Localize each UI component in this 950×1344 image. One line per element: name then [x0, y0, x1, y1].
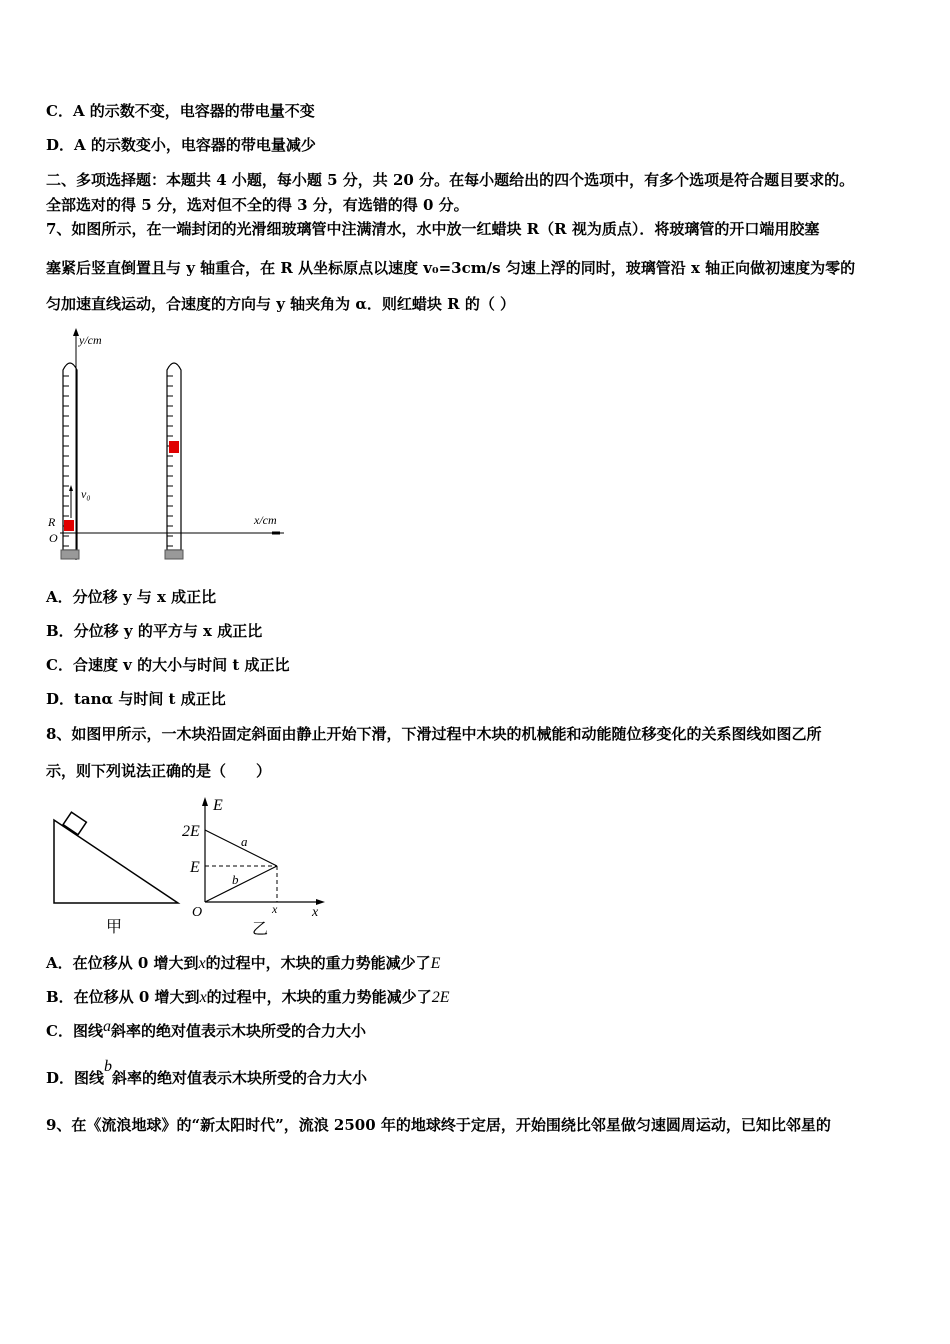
q8-option-b: B．在位移从 0 增大到x的过程中，木块的重力势能减少了2E [46, 988, 450, 1006]
section-heading: 二、多项选择题：本题共 4 小题，每小题 5 分，共 20 分。在每小题给出的四个选项中，有多个选项是符合题目要求的。 [46, 171, 855, 189]
q7-velocity-label: v₀ [81, 487, 91, 501]
q7-tube-right [165, 363, 183, 559]
q7-x-axis-label: x/cm [254, 513, 277, 527]
q8-tick-2e: 2E [182, 823, 200, 840]
q8-option-c: C．图线a斜率的绝对值表示木块所受的合力大小 [46, 1018, 366, 1040]
prev-option-d: D．A 的示数变小，电容器的带电量减少 [46, 136, 316, 154]
q7-stem-line1: 7、如图所示，在一端封闭的光滑细玻璃管中注满清水，水中放一红蜡块 R（R 视为质点）．将玻璃管的开口端用胶塞 [46, 220, 820, 238]
q7-y-axis-label: y/cm [79, 333, 102, 347]
q7-figure [44, 328, 304, 568]
q7-tube-left [47, 363, 91, 559]
q8-incline-figure [46, 808, 186, 938]
section-heading-cont: 全部选对的得 5 分，选对但不全的得 3 分，有选错的得 0 分。 [46, 196, 469, 214]
q7-r-label: R [48, 515, 56, 529]
q7-red-block-moved [169, 441, 179, 453]
q7-stem-line3: 匀加速直线运动，合速度的方向与 y 轴夹角为 α．则红蜡块 R 的（ ） [46, 295, 516, 313]
q8-energy-graph [180, 792, 330, 942]
q7-origin-label: O [49, 531, 58, 545]
q8-origin: O [192, 905, 203, 920]
q8-tick-e: E [190, 859, 200, 876]
q8-label-a: a [241, 834, 248, 849]
q9-stem-line1: 9、在《流浪地球》的“新太阳时代”，流浪 2500 年的地球终于定居，开始围绕比邻星做匀速圆周运动，已知比邻星的 [46, 1116, 831, 1134]
q8-stem-line2: 示，则下列说法正确的是（ ） [46, 762, 272, 780]
q8-label-b: b [232, 872, 239, 887]
q7-stem-line2: 塞紧后竖直倒置且与 y 轴重合，在 R 从坐标原点以速度 v₀=3cm/s 匀速上浮的同时，玻璃管沿 x 轴正向做初速度为零的 [46, 259, 856, 277]
q7-option-d: D．tanα 与时间 t 成正比 [46, 690, 226, 708]
q7-option-a: A．分位移 y 与 x 成正比 [46, 588, 217, 606]
q8-line-b [205, 866, 277, 902]
q8-tick-x: x [272, 902, 278, 916]
q8-option-a: A．在位移从 0 增大到x的过程中，木块的重力势能减少了E [46, 954, 441, 972]
q8-axis-e-label: E [213, 797, 223, 814]
q7-red-block-start [64, 520, 74, 531]
q8-axis-x-label: x [312, 905, 319, 920]
q7-option-b: B．分位移 y 的平方与 x 成正比 [46, 622, 263, 640]
prev-option-c: C．A 的示数不变，电容器的带电量不变 [46, 102, 315, 120]
q7-option-c: C．合速度 v 的大小与时间 t 成正比 [46, 656, 290, 674]
q8-fig2-caption: 乙 [252, 921, 269, 938]
q8-option-d: D．图线b斜率的绝对值表示木块所受的合力大小 [46, 1058, 368, 1087]
q8-fig1-caption: 甲 [106, 919, 123, 936]
q8-stem-line1: 8、如图甲所示，一木块沿固定斜面由静止开始下滑，下滑过程中木块的机械能和动能随位移变化的关系图线如图乙所 [46, 725, 822, 743]
